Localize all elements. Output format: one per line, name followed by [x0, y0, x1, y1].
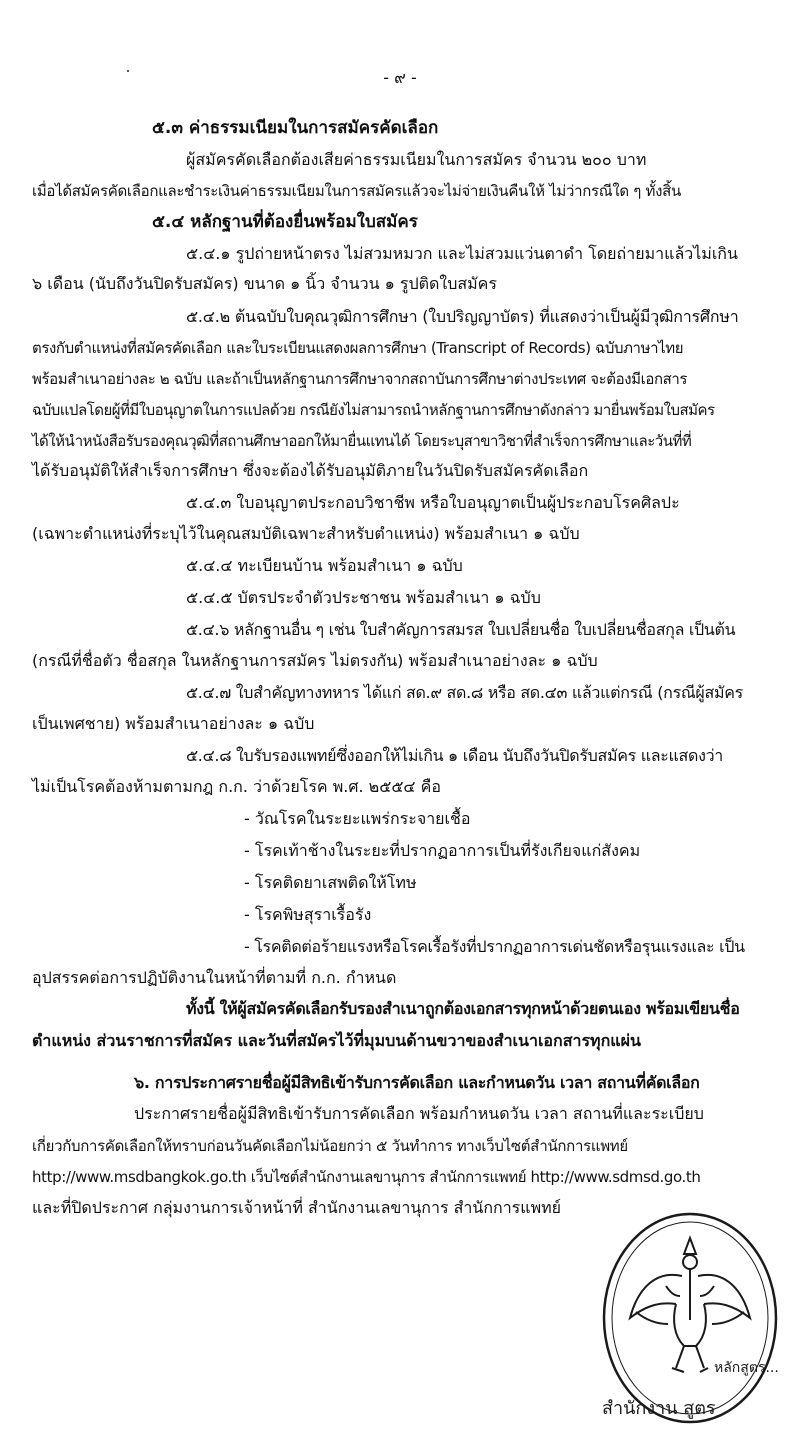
seal-arc-text: สำนักงาน สูตร: [602, 1398, 716, 1419]
text-line: ๕.๔.๕ บัตรประจำตัวประชาชน พร้อมสำเนา ๑ ฉบับ: [186, 588, 541, 607]
list-item: - โรคติดยาเสพติดให้โทษ: [244, 873, 417, 892]
text-line: เกี่ยวกับการคัดเลือกให้ทราบก่อนวันคัดเลือกไม่น้อยกว่า ๕ วันทำการ ทางเว็บไซต์สำนักการแพทย์: [32, 1137, 628, 1155]
text-line: ตรงกับตำแหน่งที่สมัครคัดเลือก และใบระเบียนแสดงผลการศึกษา (Transcript of Records) ฉบับภาษาไทย: [32, 339, 684, 357]
garuda-seal-stamp: [596, 1200, 784, 1446]
text-line: ๕.๔.๓ ใบอนุญาตประกอบวิชาชีพ หรือใบอนุญาตเป็นผู้ประกอบโรคศิลปะ: [186, 493, 680, 512]
text-line: ๖ เดือน (นับถึงวันปิดรับสมัคร) ขนาด ๑ นิ้ว จำนวน ๑ รูปติดใบสมัคร: [32, 274, 497, 293]
text-line: ผู้สมัครคัดเลือกต้องเสียค่าธรรมเนียมในการสมัคร จำนวน ๒๐๐ บาท: [186, 150, 647, 169]
text-line: http://www.msdbangkok.go.th เว็บไซต์สำนักงานเลขานุการ สำนักการแพทย์ http://www.sdmsd.go.th: [32, 1168, 701, 1186]
text-line: ๕.๔.๗ ใบสำคัญทางทหาร ได้แก่ สด.๙ สด.๘ หรือ สด.๔๓ แล้วแต่กรณี (กรณีผู้สมัคร: [186, 683, 743, 702]
text-line: ๕.๔.๔ ทะเบียนบ้าน พร้อมสำเนา ๑ ฉบับ: [186, 556, 463, 575]
seal-inner-text: หลักสูตร...: [714, 1360, 779, 1376]
text-line: พร้อมสำเนาอย่างละ ๒ ฉบับ และถ้าเป็นหลักฐานการศึกษาจากสถาบันการศึกษาต่างประเทศ จะต้องมีเอกสาร: [32, 370, 688, 388]
text-line: ประกาศรายชื่อผู้มีสิทธิเข้ารับการคัดเลือก พร้อมกำหนดวัน เวลา สถานที่และระเบียบ: [134, 1104, 704, 1123]
list-item: - วัณโรคในระยะแพร่กระจายเชื้อ: [244, 809, 471, 828]
list-item: - โรคติดต่อร้ายแรงหรือโรคเรื้อรังที่ปรากฏอาการเด่นชัดหรือรุนแรงและ เป็น: [244, 937, 745, 956]
bold-note-line: ตำแหน่ง ส่วนราชการที่สมัคร และวันที่สมัครไว้ที่มุมบนด้านขวาของสำเนาเอกสารทุกแผ่น: [32, 1031, 641, 1050]
text-line: ๕.๔.๖ หลักฐานอื่น ๆ เช่น ใบสำคัญการสมรส ใบเปลี่ยนชื่อ ใบเปลี่ยนชื่อสกุล เป็นต้น: [186, 620, 736, 639]
text-line: ๕.๔.๑ รูปถ่ายหน้าตรง ไม่สวมหมวก และไม่สวมแว่นตาดำ โดยถ่ายมาแล้วไม่เกิน: [186, 244, 738, 263]
text-line: ๕.๔.๘ ใบรับรองแพทย์ซึ่งออกให้ไม่เกิน ๑ เดือน นับถึงวันปิดรับสมัคร และแสดงว่า: [186, 746, 723, 765]
list-item: - โรคเท้าช้างในระยะที่ปรากฏอาการเป็นที่รังเกียจแก่สังคม: [244, 841, 641, 860]
text-line: ไม่เป็นโรคต้องห้ามตามกฎ ก.ก. ว่าด้วยโรค พ.ศ. ๒๕๕๔ คือ: [32, 777, 441, 796]
section-heading-6: ๖. การประกาศรายชื่อผู้มีสิทธิเข้ารับการคัดเลือก และกำหนดวัน เวลา สถานที่คัดเลือก: [134, 1073, 700, 1092]
text-line: อุปสรรคต่อการปฏิบัติงานในหน้าที่ตามที่ ก.ก. กำหนด: [32, 968, 397, 987]
text-line: ๕.๔.๒ ต้นฉบับใบคุณวุฒิการศึกษา (ใบปริญญาบัตร) ที่แสดงว่าเป็นผู้มีวุฒิการศึกษา: [186, 307, 739, 326]
text-line: เมื่อได้สมัครคัดเลือกและชำระเงินค่าธรรมเนียมในการสมัครแล้วจะไม่จ่ายเงินคืนให้ ไม่ว่ากรณีใด ๆ ทั้งสิ้น: [32, 182, 681, 200]
text-line: ฉบับแปลโดยผู้ที่มีใบอนุญาตในการแปลด้วย กรณียังไม่สามารถนำหลักฐานการศึกษาดังกล่าว มายื่นพร้อมใบสมัคร: [32, 401, 715, 419]
garuda-icon: [630, 1238, 750, 1372]
section-heading-5-3: ๕.๓ ค่าธรรมเนียมในการสมัครคัดเลือก: [152, 118, 439, 138]
text-line: (เฉพาะตำแหน่งที่ระบุไว้ในคุณสมบัติเฉพาะสำหรับตำแหน่ง) พร้อมสำเนา ๑ ฉบับ: [32, 524, 580, 543]
bold-note-line: ทั้งนี้ ให้ผู้สมัครคัดเลือกรับรองสำเนาถูกต้องเอกสารทุกหน้าด้วยตนเอง พร้อมเขียนชื่อ: [186, 999, 740, 1018]
text-line: (กรณีที่ชื่อตัว ชื่อสกุล ในหลักฐานการสมัคร ไม่ตรงกัน) พร้อมสำเนาอย่างละ ๑ ฉบับ: [32, 651, 598, 670]
page-number: - ๙ -: [383, 68, 417, 87]
list-item: - โรคพิษสุราเรื้อรัง: [244, 905, 372, 924]
section-heading-5-4: ๕.๔ หลักฐานที่ต้องยื่นพร้อมใบสมัคร: [152, 212, 418, 232]
text-line: ได้รับอนุมัติให้สำเร็จการศึกษา ซึ่งจะต้องได้รับอนุมัติภายในวันปิดรับสมัครคัดเลือก: [32, 461, 589, 480]
text-line: ได้ให้นำหนังสือรับรองคุณวุฒิที่สถานศึกษาออกให้มายื่นแทนได้ โดยระบุสาขาวิชาที่สำเร็จการศึกษาและวันที่ที่: [32, 432, 692, 450]
text-line: เป็นเพศชาย) พร้อมสำเนาอย่างละ ๑ ฉบับ: [32, 714, 315, 733]
text-line: และที่ปิดประกาศ กลุ่มงานการเจ้าหน้าที่ สำนักงานเลขานุการ สำนักการแพทย์: [32, 1198, 562, 1217]
